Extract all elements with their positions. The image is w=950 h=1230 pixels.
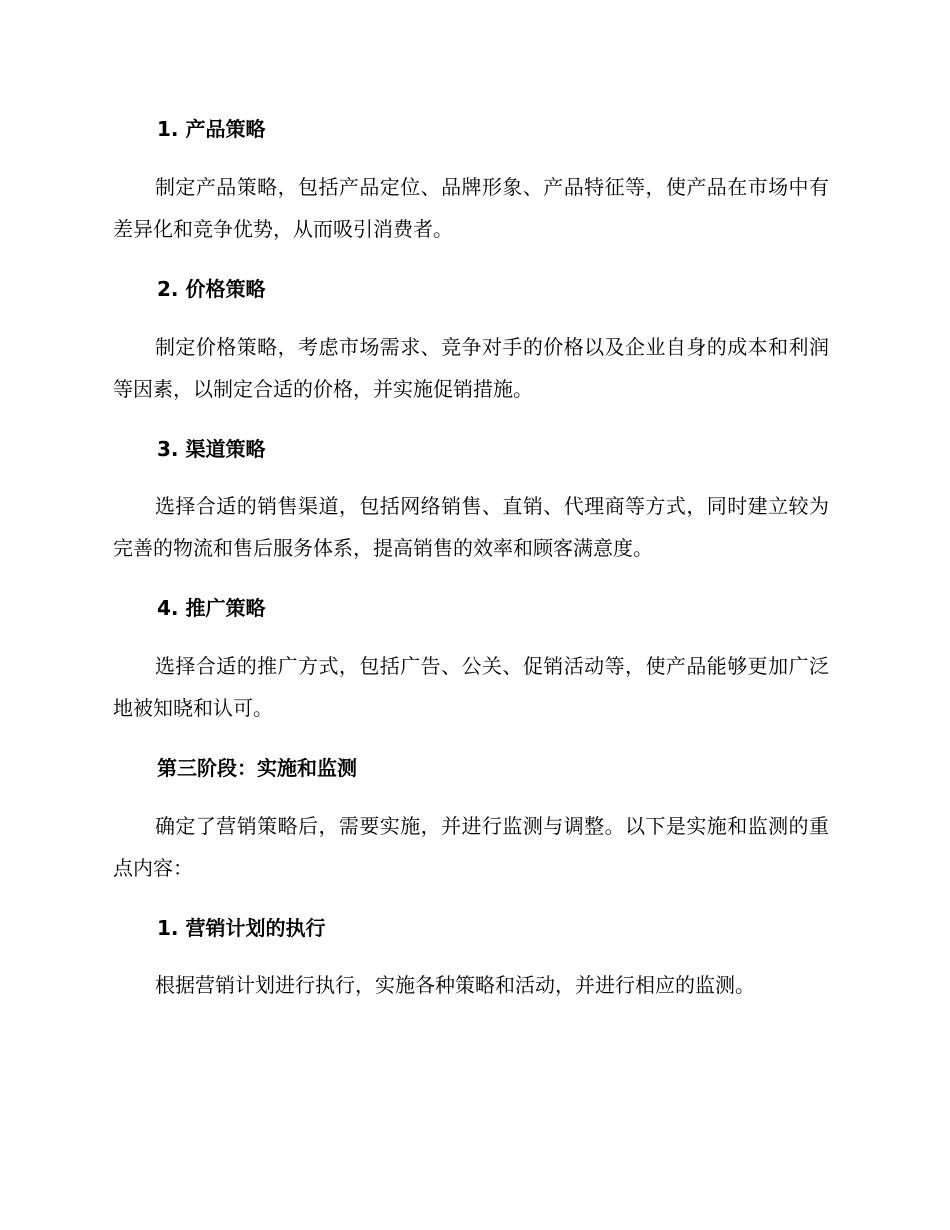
section-heading-channel-strategy: 3. 渠道策略 <box>157 437 266 461</box>
section-paragraph-product-strategy: 制定产品策略，包括产品定位、品牌形象、产品特征等，使产品在市场中有差异化和竞争优势，从而吸引消费者。 <box>113 175 829 241</box>
section-paragraph-price-strategy: 制定价格策略，考虑市场需求、竞争对手的价格以及企业自身的成本和利润等因素，以制定合适的价格，并实施促销措施。 <box>113 335 829 401</box>
section-heading-promotion-strategy: 4. 推广策略 <box>157 596 266 620</box>
stage-paragraph-implementation: 确定了营销策略后，需要实施，并进行监测与调整。以下是实施和监测的重点内容： <box>113 814 829 880</box>
section-paragraph-channel-strategy: 选择合适的销售渠道，包括网络销售、直销、代理商等方式，同时建立较为完善的物流和售后服务体系，提高销售的效率和顾客满意度。 <box>113 494 829 560</box>
section-heading-price-strategy: 2. 价格策略 <box>157 277 266 301</box>
section-paragraph-promotion-strategy: 选择合适的推广方式，包括广告、公关、促销活动等，使产品能够更加广泛地被知晓和认可。 <box>113 654 829 720</box>
section-heading-product-strategy: 1. 产品策略 <box>157 117 266 141</box>
stage-heading-implementation: 第三阶段：实施和监测 <box>157 756 357 780</box>
section-paragraph-plan-execution: 根据营销计划进行执行，实施各种策略和活动，并进行相应的监测。 <box>155 973 755 997</box>
section-heading-plan-execution: 1. 营销计划的执行 <box>157 916 326 940</box>
